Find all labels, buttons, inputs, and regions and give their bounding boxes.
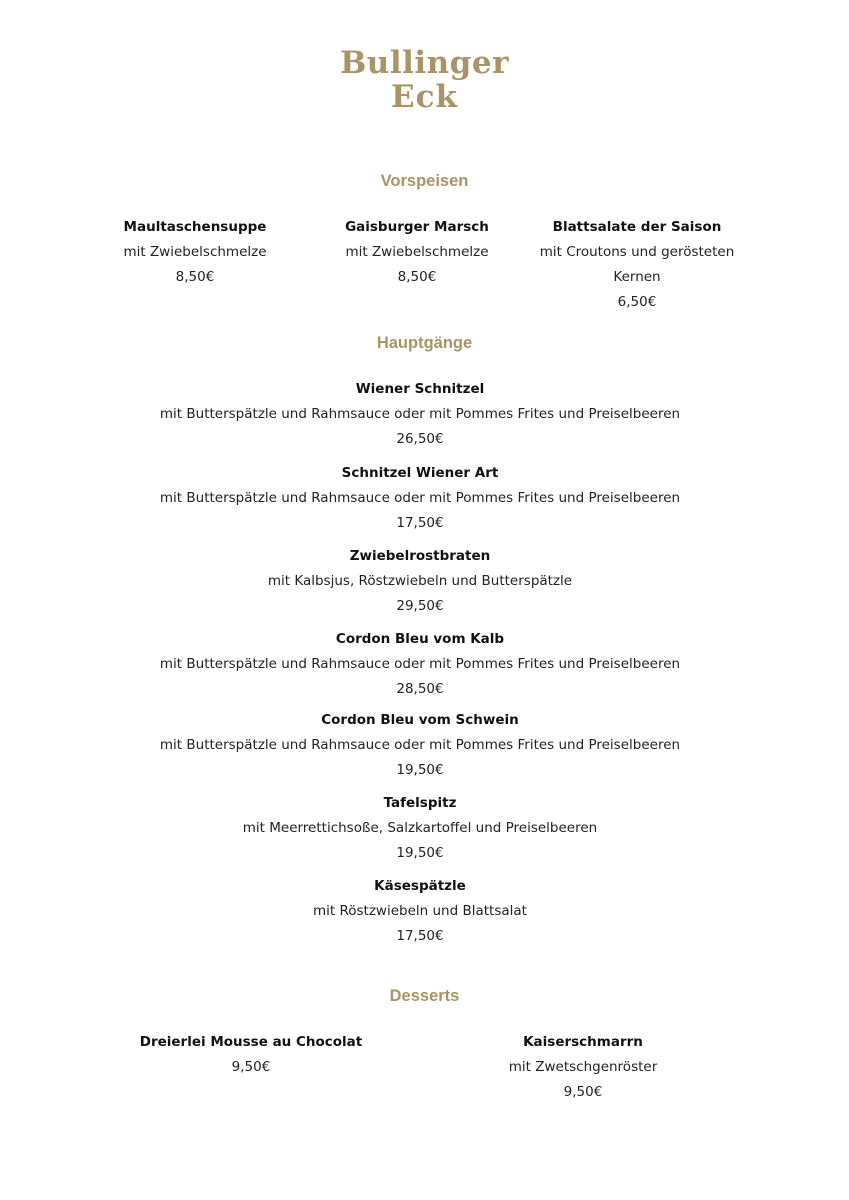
- item-name: Gaisburger Marsch: [345, 219, 489, 235]
- item-name: Kaiserschmarrn: [523, 1034, 643, 1050]
- item-description: mit Butterspätzle und Rahmsauce oder mit Pommes Frites und Preiselbeeren: [159, 490, 681, 506]
- item-name: Blattsalate der Saison: [552, 219, 722, 235]
- item-name: Tafelspitz: [383, 795, 457, 811]
- menu-item: [120, 627, 720, 702]
- item-price: 26,50€: [396, 431, 444, 447]
- item-price: 9,50€: [563, 1084, 603, 1100]
- item-description: mit Zwetschgenröster: [508, 1059, 658, 1075]
- item-price: 8,50€: [175, 269, 215, 285]
- menu-item: [120, 461, 720, 536]
- item-price: 17,50€: [396, 928, 444, 944]
- item-name: Wiener Schnitzel: [355, 381, 485, 397]
- restaurant-logo: [0, 46, 849, 114]
- item-name: Käsespätzle: [374, 878, 466, 894]
- item-name: Dreierlei Mousse au Chocolat: [139, 1034, 363, 1050]
- item-price: 19,50€: [396, 762, 444, 778]
- item-name: Zwiebelrostbraten: [349, 548, 491, 564]
- section-title-hauptgaenge: Hauptgänge: [376, 334, 473, 352]
- item-price: 8,50€: [397, 269, 437, 285]
- item-description: mit Zwiebelschmelze: [345, 244, 489, 260]
- logo-line-1: Bullinger: [340, 45, 509, 81]
- item-price: 29,50€: [396, 598, 444, 614]
- item-description: mit Zwiebelschmelze: [123, 244, 267, 260]
- menu-item: [120, 377, 720, 452]
- section-title-vorspeisen: Vorspeisen: [380, 172, 469, 190]
- menu-item: [120, 708, 720, 783]
- item-description: mit Croutons und gerösteten Kernen: [539, 244, 735, 285]
- menu-item: [120, 874, 720, 949]
- menu-item: [317, 215, 517, 290]
- item-description: mit Butterspätzle und Rahmsauce oder mit Pommes Frites und Preiselbeeren: [159, 656, 681, 672]
- menu-item: [120, 544, 720, 619]
- item-name: Schnitzel Wiener Art: [341, 465, 499, 481]
- item-description: mit Meerrettichsoße, Salzkartoffel und Preiselbeeren: [242, 820, 598, 836]
- menu-item: [95, 215, 295, 290]
- menu-item: [473, 1030, 693, 1105]
- section-title-desserts: Desserts: [389, 987, 460, 1005]
- item-description: mit Butterspätzle und Rahmsauce oder mit Pommes Frites und Preiselbeeren: [159, 737, 681, 753]
- item-name: Cordon Bleu vom Kalb: [335, 631, 505, 647]
- item-price: 17,50€: [396, 515, 444, 531]
- item-price: 9,50€: [231, 1059, 271, 1075]
- logo-line-2: Eck: [391, 79, 458, 115]
- item-name: Maultaschensuppe: [123, 219, 267, 235]
- item-description: mit Kalbsjus, Röstzwiebeln und Butterspätzle: [267, 573, 573, 589]
- item-price: 6,50€: [617, 294, 657, 310]
- menu-item: [121, 1030, 381, 1080]
- menu-item: [527, 215, 747, 315]
- item-name: Cordon Bleu vom Schwein: [321, 712, 519, 728]
- item-description: mit Butterspätzle und Rahmsauce oder mit Pommes Frites und Preiselbeeren: [159, 406, 681, 422]
- item-price: 28,50€: [396, 681, 444, 697]
- item-description: mit Röstzwiebeln und Blattsalat: [313, 903, 527, 919]
- menu-item: [120, 791, 720, 866]
- item-price: 19,50€: [396, 845, 444, 861]
